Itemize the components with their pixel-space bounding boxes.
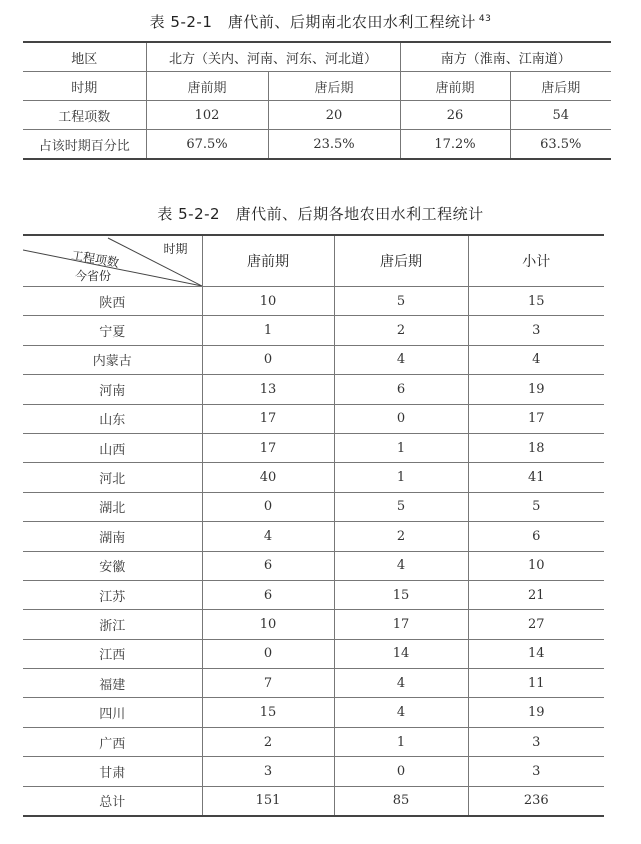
province-cell: 山西 (23, 433, 202, 462)
province-cell: 江苏 (23, 580, 202, 609)
province-cell: 陕西 (23, 287, 202, 316)
diagonal-corner-cell (23, 235, 202, 287)
province-cell: 浙江 (23, 610, 202, 639)
value-cell: 6 (202, 551, 334, 580)
table2-province-stats (23, 234, 604, 817)
value-cell: 1 (334, 433, 468, 462)
value-cell: 3 (468, 316, 604, 345)
value-cell: 17 (202, 404, 334, 433)
cell: 20 (268, 101, 400, 130)
footnote-marker: 43 (478, 14, 492, 24)
value-cell: 236 (468, 786, 604, 816)
table-row (23, 130, 611, 160)
province-cell: 河南 (23, 375, 202, 404)
value-cell: 41 (468, 463, 604, 492)
province-cell: 四川 (23, 698, 202, 727)
province-cell: 安徽 (23, 551, 202, 580)
column-header: 唐后期 (334, 235, 468, 287)
value-cell: 6 (202, 580, 334, 609)
value-cell: 3 (468, 757, 604, 786)
table-row (23, 610, 604, 639)
province-cell: 甘肃 (23, 757, 202, 786)
value-cell: 19 (468, 375, 604, 404)
value-cell: 3 (468, 727, 604, 756)
period-label: 时期 (23, 72, 146, 101)
column-header: 唐前期 (202, 235, 334, 287)
table1-caption (0, 11, 641, 32)
table-row (23, 404, 604, 433)
value-cell: 5 (468, 492, 604, 521)
column-header: 小计 (468, 235, 604, 287)
table-row (23, 463, 604, 492)
table1-north-south-stats (23, 41, 611, 160)
table-row (23, 727, 604, 756)
north-header: 北方（关内、河南、河东、河北道） (146, 42, 400, 72)
table-row (23, 669, 604, 698)
table1-caption-text: 表 5-2-1 唐代前、后期南北农田水利工程统计 (149, 13, 476, 31)
value-cell: 0 (202, 345, 334, 374)
value-cell: 5 (334, 492, 468, 521)
table1-header-row (23, 42, 611, 72)
province-cell: 宁夏 (23, 316, 202, 345)
value-cell: 14 (334, 639, 468, 668)
province-cell: 湖南 (23, 522, 202, 551)
table-row (23, 375, 604, 404)
value-cell: 0 (202, 492, 334, 521)
value-cell: 4 (334, 345, 468, 374)
row-label: 工程项数 (23, 101, 146, 130)
cell: 67.5% (146, 130, 268, 160)
value-cell: 10 (202, 287, 334, 316)
value-cell: 0 (334, 757, 468, 786)
table-row (23, 287, 604, 316)
value-cell: 13 (202, 375, 334, 404)
value-cell: 151 (202, 786, 334, 816)
value-cell: 40 (202, 463, 334, 492)
province-cell: 内蒙古 (23, 345, 202, 374)
value-cell: 3 (202, 757, 334, 786)
province-cell: 山东 (23, 404, 202, 433)
region-header: 地区 (23, 42, 146, 72)
table-row (23, 433, 604, 462)
value-cell: 14 (468, 639, 604, 668)
value-cell: 1 (334, 727, 468, 756)
value-cell: 17 (468, 404, 604, 433)
cell: 102 (146, 101, 268, 130)
cell: 26 (400, 101, 510, 130)
value-cell: 11 (468, 669, 604, 698)
period-cell: 唐前期 (400, 72, 510, 101)
value-cell: 1 (334, 463, 468, 492)
value-cell: 4 (334, 551, 468, 580)
period-cell: 唐后期 (510, 72, 611, 101)
table-row (23, 316, 604, 345)
value-cell: 17 (202, 433, 334, 462)
value-cell: 21 (468, 580, 604, 609)
value-cell: 2 (334, 522, 468, 551)
province-cell: 福建 (23, 669, 202, 698)
province-cell: 广西 (23, 727, 202, 756)
value-cell: 15 (468, 287, 604, 316)
province-cell: 湖北 (23, 492, 202, 521)
table-row (23, 345, 604, 374)
table-row (23, 698, 604, 727)
value-cell: 10 (468, 551, 604, 580)
period-cell: 唐后期 (268, 72, 400, 101)
value-cell: 10 (202, 610, 334, 639)
cell: 17.2% (400, 130, 510, 160)
province-cell: 总计 (23, 786, 202, 816)
value-cell: 4 (334, 669, 468, 698)
table-row (23, 580, 604, 609)
value-cell: 85 (334, 786, 468, 816)
table-row (23, 757, 604, 786)
value-cell: 2 (334, 316, 468, 345)
table1-period-row (23, 72, 611, 101)
value-cell: 15 (334, 580, 468, 609)
table-row (23, 551, 604, 580)
value-cell: 1 (202, 316, 334, 345)
value-cell: 4 (334, 698, 468, 727)
table-row (23, 639, 604, 668)
table-row (23, 492, 604, 521)
table2-caption: 表 5-2-2 唐代前、后期各地农田水利工程统计 (157, 205, 484, 223)
value-cell: 15 (202, 698, 334, 727)
value-cell: 17 (334, 610, 468, 639)
value-cell: 5 (334, 287, 468, 316)
period-cell: 唐前期 (146, 72, 268, 101)
value-cell: 18 (468, 433, 604, 462)
table2-header-row (23, 235, 604, 287)
province-cell: 江西 (23, 639, 202, 668)
value-cell: 27 (468, 610, 604, 639)
corner-period-label: 时期 (163, 242, 188, 256)
cell: 54 (510, 101, 611, 130)
cell: 23.5% (268, 130, 400, 160)
value-cell: 7 (202, 669, 334, 698)
value-cell: 4 (468, 345, 604, 374)
province-cell: 河北 (23, 463, 202, 492)
corner-count-label: 工程项数 (70, 247, 120, 271)
total-row (23, 786, 604, 816)
corner-province-label: 今省份 (75, 269, 112, 283)
value-cell: 0 (334, 404, 468, 433)
value-cell: 19 (468, 698, 604, 727)
value-cell: 0 (202, 639, 334, 668)
south-header: 南方（淮南、江南道） (400, 42, 611, 72)
value-cell: 6 (334, 375, 468, 404)
row-label: 占该时期百分比 (23, 130, 146, 160)
table-row (23, 522, 604, 551)
table-row (23, 101, 611, 130)
cell: 63.5% (510, 130, 611, 160)
value-cell: 6 (468, 522, 604, 551)
value-cell: 2 (202, 727, 334, 756)
value-cell: 4 (202, 522, 334, 551)
